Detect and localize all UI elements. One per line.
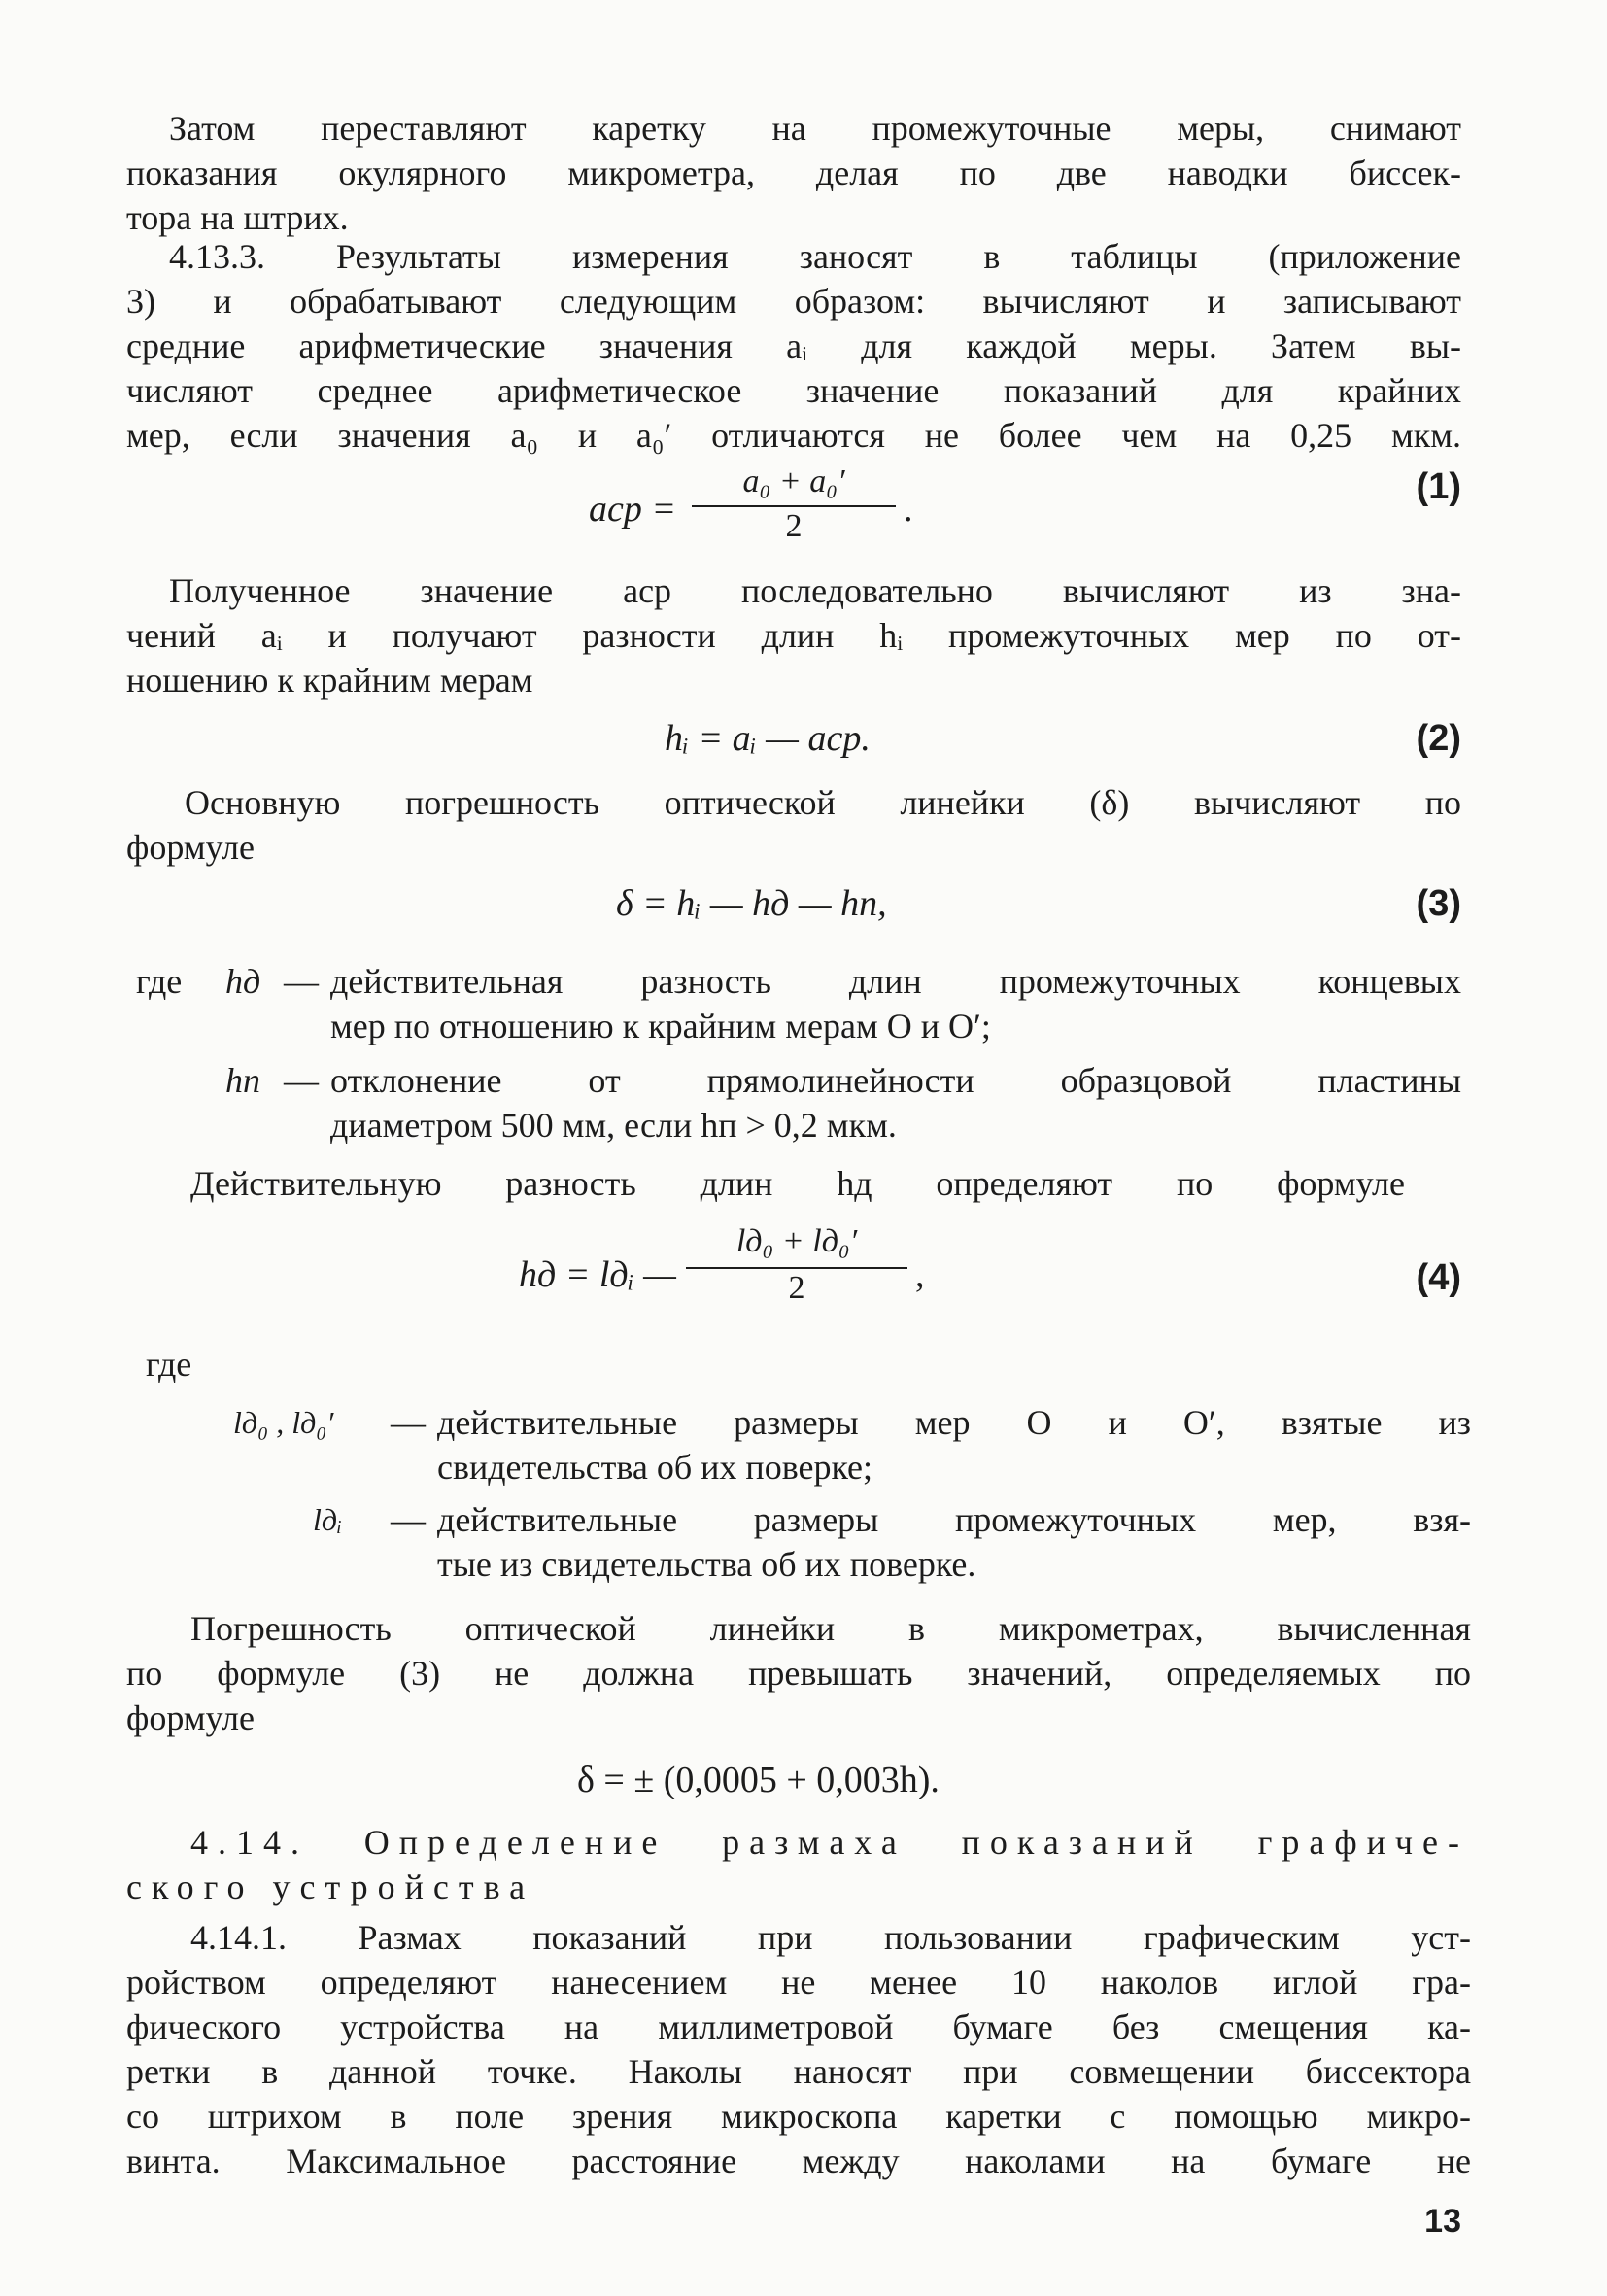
text-line: ретки в данной точке. Наколы наносят при совмещении биссектора	[126, 2052, 1471, 2091]
text-line: по формуле (3) не должна превышать значений, определяемых по	[126, 1654, 1471, 1693]
text-line: действительные размеры мер O и O′, взятые из	[437, 1403, 1471, 1442]
text-line: средние арифметические значения aᵢ для каждой меры. Затем вы-	[126, 326, 1461, 365]
text-line: тора на штрих.	[126, 198, 349, 237]
text-line: со штрихом в поле зрения микроскопа каретки с помощью микро-	[126, 2097, 1471, 2136]
text-line: действительные размеры промежуточных мер, взя-	[437, 1500, 1471, 1539]
text-line: Основную погрешность оптической линейки (δ) вычисляют по	[185, 783, 1461, 822]
text-line: действительная разность длин промежуточных концевых	[330, 962, 1461, 1001]
text-line: тые из свидетельства об их поверке.	[437, 1545, 976, 1584]
where-dash: —	[391, 1500, 426, 1539]
equation-number: (3)	[1416, 883, 1461, 924]
text-line: Полученное значение aср последовательно вычисляют из зна-	[169, 571, 1461, 610]
where-prefix: где	[146, 1345, 192, 1384]
equation-number: (4)	[1416, 1257, 1461, 1298]
text-line: ношению к крайним мерам	[126, 661, 533, 700]
text-line: 4.14.1. Размах показаний при пользовании графическим уст-	[190, 1918, 1471, 1957]
where-prefix: где	[136, 962, 183, 1001]
text-line: диаметром 500 мм, если hп > 0,2 мкм.	[330, 1106, 897, 1145]
text-line: мер, если значения a₀ и a₀′ отличаются не более чем на 0,25 мкм.	[126, 416, 1461, 455]
page-number: 13	[1424, 2203, 1461, 2240]
text-line: чений aᵢ и получают разности длин hᵢ промежуточных мер по от-	[126, 616, 1461, 655]
text-line: винта. Максимальное расстояние между наколами на бумаге не	[126, 2142, 1471, 2180]
formula-expression: hᵢ = aᵢ — aср.	[665, 718, 871, 759]
text-line: свидетельства об их поверке;	[437, 1448, 873, 1487]
text-line: показания окулярного микрометра, делая по две наводки биссек-	[126, 154, 1461, 192]
formula-denominator: 2	[785, 508, 803, 544]
formula-denominator: 2	[788, 1270, 805, 1306]
equation-number: (2)	[1416, 718, 1461, 759]
heading-line: 4.14. Определение размаха показаний графиче-	[190, 1823, 1469, 1862]
where-dash: —	[284, 962, 319, 1001]
text-line: 4.13.3. Результаты измерения заносят в таблицы (приложение	[169, 237, 1461, 276]
where-symbol: lдᵢ	[313, 1502, 343, 1537]
formula-lhs: hд = lдᵢ —	[519, 1254, 676, 1295]
text-line: фического устройства на миллиметровой бумаге без смещения ка-	[126, 2007, 1471, 2046]
text-line: отклонение от прямолинейности образцовой пластины	[330, 1061, 1461, 1100]
formula-tail: ,	[915, 1254, 925, 1295]
text-line: формуле	[126, 1698, 255, 1737]
text-line: числяют среднее арифметическое значение показаний для крайних	[126, 371, 1461, 410]
where-dash: —	[391, 1403, 426, 1442]
text-line: Затом переставляют каретку на промежуточные меры, снимают	[169, 109, 1461, 148]
where-dash: —	[284, 1061, 319, 1100]
text-line: Действительную разность длин hд определяют по формуле	[190, 1164, 1405, 1203]
where-symbol: hп	[225, 1061, 260, 1100]
formula-numerator: lд₀ + lд₀′	[735, 1223, 858, 1259]
text-line: формуле	[126, 828, 255, 867]
text-line: 3) и обрабатывают следующим образом: вычисляют и записывают	[126, 282, 1461, 321]
text-line: мер по отношению к крайним мерам O и O′;	[330, 1007, 991, 1045]
text-line: ройством определяют нанесением не менее 10 наколов иглой гра-	[126, 1963, 1471, 2002]
formula-tail: .	[904, 489, 913, 530]
where-symbol: lд₀ , lд₀′	[233, 1405, 334, 1440]
where-symbol: hд	[225, 962, 261, 1001]
equation-number: (1)	[1416, 466, 1461, 507]
formula-numerator: a₀ + a₀′	[742, 463, 845, 499]
text-line: Погрешность оптической линейки в микрометрах, вычисленная	[190, 1609, 1471, 1648]
heading-line: ского устройства	[126, 1868, 535, 1906]
formula-expression: δ = ± (0,0005 + 0,003h).	[577, 1760, 940, 1800]
formula-lhs: aср =	[589, 489, 677, 530]
formula-expression: δ = hᵢ — hд — hп,	[616, 883, 887, 924]
